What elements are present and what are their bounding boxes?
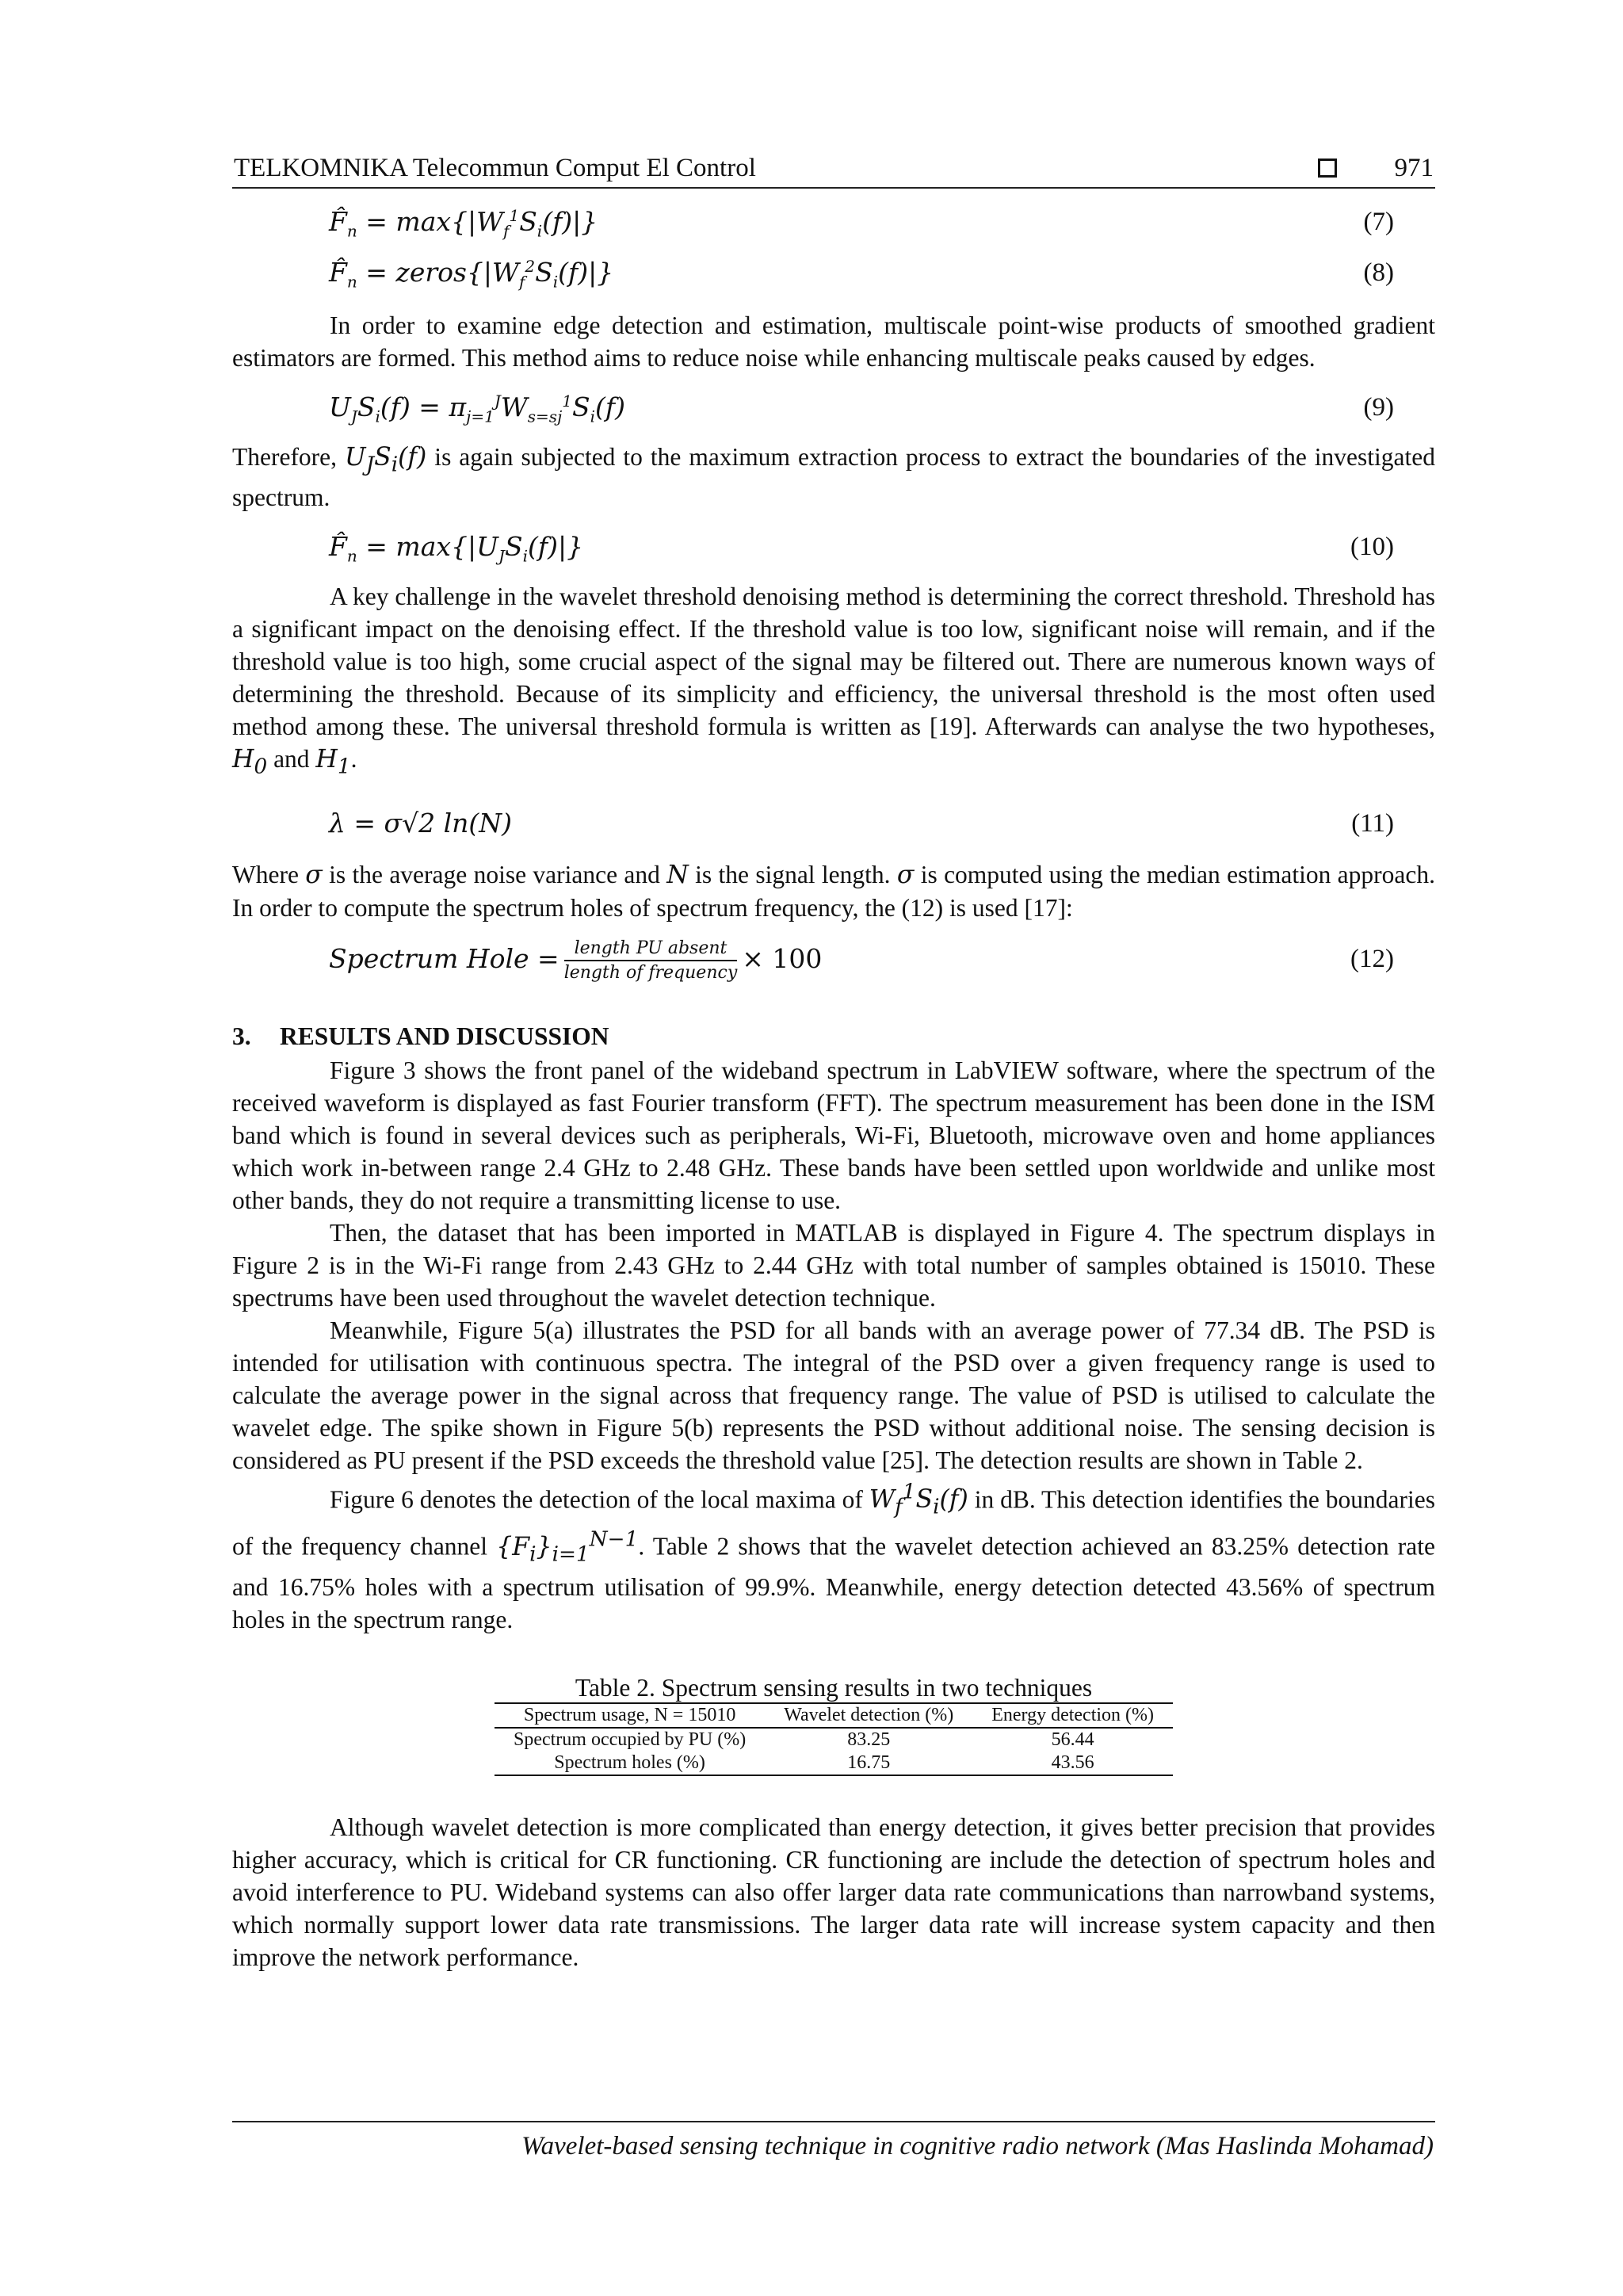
table-cell: 43.56 [1051, 1752, 1094, 1774]
paragraph: Although wavelet detection is more complicated than energy detection, it gives better precision that provides higher accuracy, which is critical for CR functioning. CR functioning are include the detection of spectrum holes and avoid interference to PU. Wideband systems can also offer larger data rate communications than narrowband systems, which normally support lower data rate transmissions. The larger data rate will increase system capacity and then improve the network performance. [232, 1813, 1435, 1972]
paragraph: Figure 3 shows the front panel of the wideband spectrum in LabVIEW software, where the spectrum of the received waveform is displayed as fast Fourier transform (FFT). The spectrum measurement has been done in the ISM band which is found in several devices such as peripherals, Wi-Fi, Bluetooth, microwave oven and home appliances which work in-between range 2.4 GHz to 2.48 GHz. These bands have been settled upon worldwide and unlike most other bands, they do not require a transmitting license to use. [232, 1056, 1435, 1214]
equation-10: $F̂_n = \max\{|U_JS_i(f)|\}$ (10) [329, 531, 1394, 566]
table-cell: Spectrum occupied by PU (%) [513, 1729, 747, 1751]
equation-9: $U_JS_i(f) = \pi_{j=1}^JW_{s=sj}^1S_i(f)$ (9) [329, 392, 1394, 426]
table-cell: Spectrum holes (%) [554, 1752, 705, 1774]
equation-number: (9) [1363, 393, 1394, 422]
paragraph: Where σ is the average noise variance and N is the signal length. σ is computed using the median estimation approach. In order to compute the spectrum holes of spectrum frequency, the (12) is used [17]: [232, 860, 1435, 922]
section-heading: 3. RESULTS AND DISCUSSION [232, 1022, 609, 1050]
equation-number: (7) [1363, 208, 1394, 236]
equation-12: Spectrum Hole = $\frac{\text{length PU absent}}{\text{length of frequency}}$ × 100 (12) [329, 938, 1394, 983]
table-cell: 83.25 [847, 1729, 891, 1751]
paragraph: A key challenge in the wavelet threshold denoising method is determining the correct threshold. Threshold has a significant impact on the denoising effect. If the threshold value is too low, significant noise will remain, and if the threshold value is too high, some crucial aspect of the signal may be filtered out. There are numerous known ways of determining the threshold. Because of its simplicity and efficiency, the universal threshold is the most often used method among these. The universal threshold formula is written as [19]. Afterwards can analyse the two hypotheses, $H_0$ and $H_1$. [232, 583, 1435, 779]
paragraph: Figure 6 denotes the detection of the local maxima of $W_f^1S_i(f)$ in dB. This detection identifies the boundaries of the frequency channel $\{F_i\}_{i=1}^{N-1}$. Table 2 shows that the wavelet detection achieved an 83.25% detection rate and 16.75% holes with a spectrum utilisation of 99.9%. Meanwhile, energy detection detected 43.56% of spectrum holes in the spectrum range. [232, 1480, 1435, 1634]
paragraph: Then, the dataset that has been imported in MATLAB is displayed in Figure 4. The spectrum displays in Figure 2 is in the Wi-Fi range from 2.43 GHz to 2.44 GHz with total number of samples obtained is 15010. These spectrums have been used throughout the wavelet detection technique. [232, 1218, 1435, 1312]
running-footer [232, 2121, 1435, 2170]
equation-number: (11) [1351, 808, 1394, 838]
table-header-row [495, 1703, 1173, 1728]
table-caption: Table 2. Spectrum sensing results in two techniques [575, 1674, 1093, 1702]
equation-number: (8) [1363, 258, 1394, 287]
running-header [232, 151, 1435, 189]
square-icon [1318, 159, 1337, 178]
table-row [495, 1752, 1173, 1775]
page [232, 151, 1435, 1973]
paragraph: Therefore, $U_JS_i(f)$ is again subjected to the maximum extraction process to extract the boundaries of the investigated spectrum. [232, 443, 1435, 512]
table-header: Wavelet detection (%) [784, 1705, 954, 1726]
paragraph: In order to examine edge detection and estimation, multiscale point-wise products of smoothed gradient estimators are formed. This method aims to reduce noise while enhancing multiscale peaks caused by edges. [232, 311, 1435, 372]
equation-number: (10) [1350, 533, 1394, 562]
equation-7: $F̂_n = \max\{|W_f^1S_i(f)|\}$ (7) [329, 206, 1394, 241]
table-2 [461, 1674, 1206, 1776]
equation-11: λ = σ√2 ln(N) (11) [329, 807, 1394, 839]
table-header: Spectrum usage, N = 15010 [523, 1705, 736, 1726]
table-cell: 56.44 [1051, 1729, 1094, 1751]
footer-text: Wavelet-based sensing technique in cognitive radio network (Mas Haslinda Mohamad) [521, 2132, 1434, 2160]
equation-8: $F̂_n$ = $zeros\{|W_f^2S_i(f)|\}$ (8) [329, 257, 1394, 292]
table-header: Energy detection (%) [991, 1705, 1155, 1726]
table-row [495, 1728, 1173, 1752]
journal-name: TELKOMNIKA Telecommun Comput El Control [234, 154, 756, 182]
paragraph: Meanwhile, Figure 5(a) illustrates the PSD for all bands with an average power of 77.34 dB. The PSD is intended for utilisation with continuous spectra. The integral of the PSD over a given frequency range is used to calculate the average power in the signal across that frequency range. The value of PSD is utilised to calculate the wavelet edge. The spike shown in Figure 5(b) represents the PSD without additional noise. The sensing decision is considered as PU present if the PSD exceeds the threshold value [25]. The detection results are shown in Table 2. [232, 1316, 1435, 1474]
page-number: 971 [1394, 154, 1434, 182]
results-table [495, 1702, 1173, 1776]
equation-number: (12) [1350, 944, 1394, 973]
table-cell: 16.75 [847, 1752, 891, 1774]
